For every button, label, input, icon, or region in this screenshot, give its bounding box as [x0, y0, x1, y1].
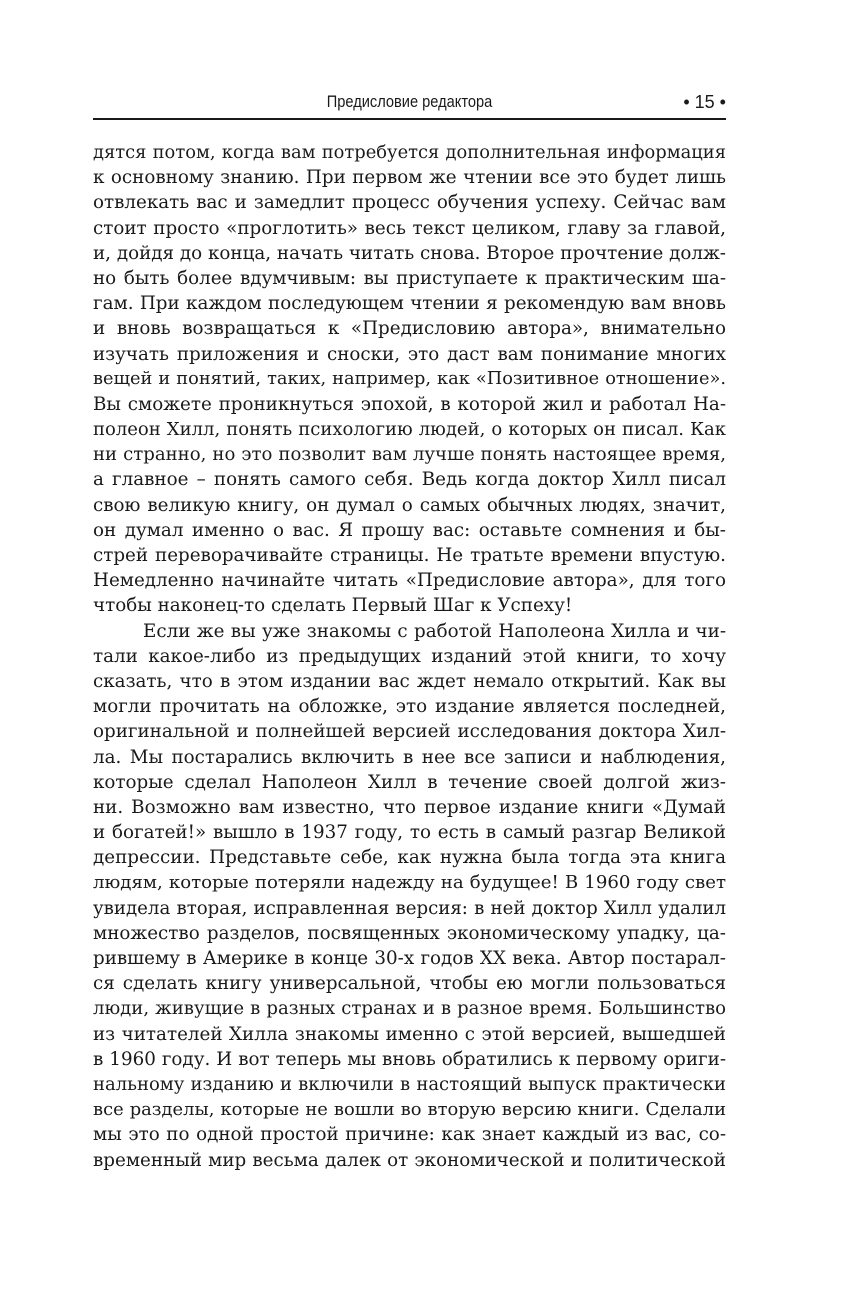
- text-line: но быть более вдумчивым: вы приступаете к практическим ша-: [93, 267, 726, 289]
- text-line: людям, которые потеряли надежду на будущее! В 1960 году свет: [93, 872, 726, 894]
- text-line: стрей переворачивайте страницы. Не тратьте времени впустую.: [93, 545, 726, 566]
- text-line: нальному изданию и включили в настоящий выпуск практически: [93, 1073, 726, 1095]
- text-line: и вновь возвращаться к «Предисловию автора», внимательно: [93, 318, 726, 340]
- text-line: изучать приложения и сноски, это даст вам понимание многих: [93, 343, 726, 365]
- text-line: Вы сможете проникнуться эпохой, в которой жил и работал На-: [93, 393, 726, 415]
- text-line: увидела вторая, исправленная версия: в ней доктор Хилл удалил: [93, 897, 726, 919]
- text-line: он думал именно о вас. Я прошу вас: оставьте сомнения и бы-: [93, 519, 726, 541]
- text-line: из читателей Хилла знакомы именно с этой версией, вышедшей: [93, 1023, 726, 1045]
- text-line: люди, живущие в разных странах и в разное время. Большинство: [93, 998, 726, 1020]
- text-line: временный мир весьма далек от экономической и политической: [93, 1149, 726, 1171]
- text-line: в 1960 году. И вот теперь мы вновь обратились к первому ориги-: [93, 1048, 726, 1070]
- text-line: Немедленно начинайте читать «Предисловие автора», для того: [93, 570, 726, 592]
- body-text: [93, 140, 726, 1173]
- text-line: стоит просто «проглотить» весь текст целиком, главу за главой,: [93, 217, 726, 239]
- text-line: полеон Хилл, понять психологию людей, о которых он писал. Как: [93, 419, 726, 441]
- text-line: а главное – понять самого себя. Ведь когда доктор Хилл писал: [93, 469, 726, 491]
- text-line: ни. Возможно вам известно, что первое издание книги «Думай: [93, 796, 726, 818]
- text-line: и, дойдя до конца, начать читать снова. Второе прочтение долж-: [93, 242, 726, 264]
- text-line: к основному знанию. При первом же чтении все это будет лишь: [93, 167, 726, 189]
- text-line: множество разделов, посвященных экономическому упадку, ца-: [93, 922, 726, 944]
- text-line: ся сделать книгу универсальной, чтобы ею могли пользоваться: [93, 973, 726, 995]
- text-line: рившему в Америке в конце 30-х годов XX века. Автор постарал-: [93, 948, 726, 969]
- text-line: и богатей!» вышло в 1937 году, то есть в самый разгар Великой: [93, 822, 726, 844]
- page-number: • 15 •: [683, 92, 726, 112]
- text-line: депрессии. Представьте себе, как нужна была тогда эта книга: [93, 847, 726, 869]
- text-line: отвлекать вас и замедлит процесс обучения успеху. Сейчас вам: [93, 192, 726, 214]
- text-line: ни странно, но это позволит вам лучше понять настоящее время,: [93, 444, 726, 466]
- text-line: мы это по одной простой причине: как знает каждый из вас, со-: [93, 1124, 726, 1146]
- header-title: Предисловие редактора: [326, 92, 493, 111]
- text-line: сказать, что в этом издании вас ждет немало открытий. Как вы: [93, 670, 726, 692]
- text-line: свою великую книгу, он думал о самых обычных людях, значит,: [93, 494, 726, 516]
- text-line: вещей и понятий, таких, например, как «Позитивное отношение».: [93, 368, 726, 389]
- text-line: ла. Мы постарались включить в нее все записи и наблюдения,: [93, 746, 726, 768]
- text-line: которые сделал Наполеон Хилл в течение своей долгой жиз-: [93, 771, 726, 793]
- text-line: все разделы, которые не вошли во вторую версию книги. Сделали: [93, 1099, 726, 1121]
- text-line: могли прочитать на обложке, это издание является последней,: [93, 696, 726, 718]
- text-line: гам. При каждом последующем чтении я рекомендую вам вновь: [93, 293, 726, 315]
- running-header: [93, 88, 726, 120]
- text-line: Если же вы уже знакомы с работой Наполеона Хилла и чи-: [143, 620, 726, 642]
- text-line: дятся потом, когда вам потребуется дополнительная информация: [93, 142, 726, 163]
- text-line: оригинальной и полнейшей версией исследования доктора Хил-: [93, 721, 726, 743]
- text-line: чтобы наконец-то сделать Первый Шаг к Успеху!: [93, 595, 573, 617]
- text-line: тали какое-либо из предыдущих изданий этой книги, то хочу: [93, 645, 726, 667]
